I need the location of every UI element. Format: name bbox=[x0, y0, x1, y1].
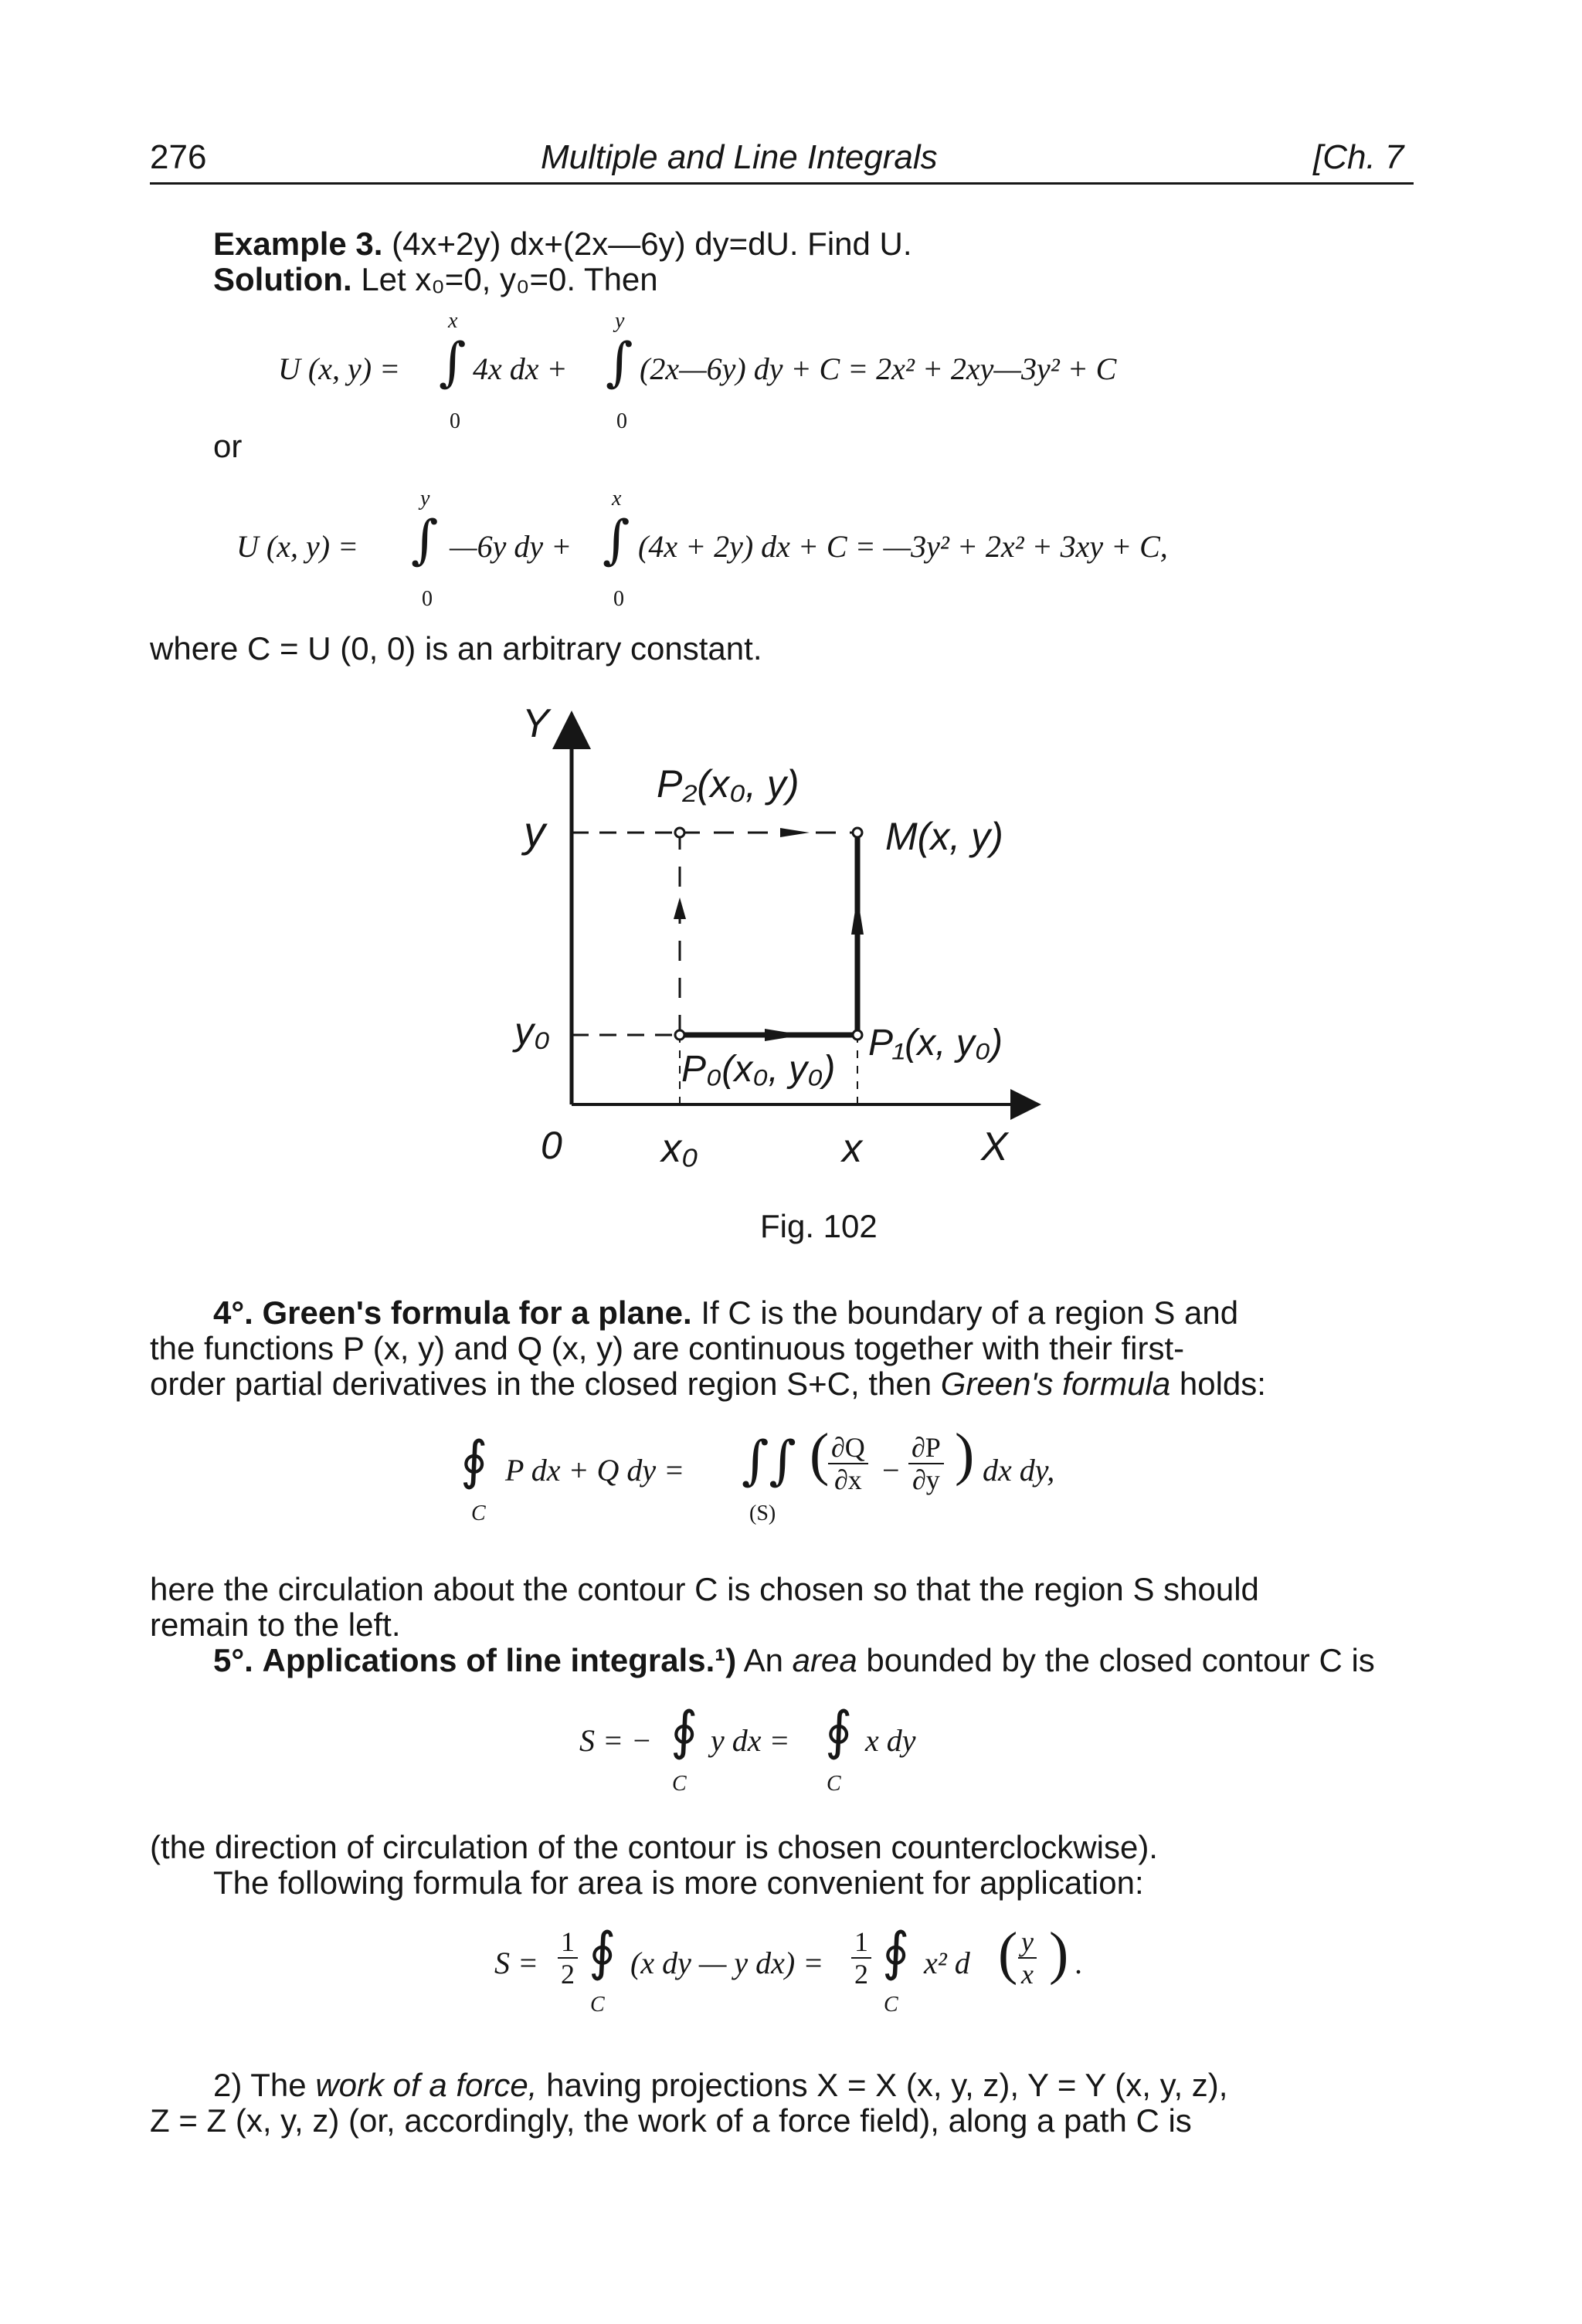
solution-label: Solution. bbox=[213, 261, 352, 297]
green-line-2: the functions P (x, y) and Q (x, y) are continuous together with their first- bbox=[150, 1330, 1185, 1366]
eq2-int1-body: —6y dy + bbox=[450, 529, 572, 564]
area2-sub-2: C bbox=[884, 1993, 898, 2017]
point-p0 bbox=[675, 1030, 684, 1040]
eq1-int1-upper: x bbox=[448, 309, 458, 333]
p2-label: P₂(x₀, y) bbox=[657, 762, 799, 806]
eq2-int2-upper: x bbox=[612, 487, 622, 511]
double-sub: (S) bbox=[749, 1501, 776, 1525]
or-word: or bbox=[213, 428, 243, 464]
p0-label: P₀(x₀, y₀) bbox=[681, 1049, 836, 1090]
origin-label: 0 bbox=[541, 1124, 562, 1167]
app-heading: Applications of line integrals.¹) bbox=[262, 1642, 737, 1678]
green-formula bbox=[460, 1413, 1156, 1537]
eq1-int2-upper: y bbox=[615, 309, 625, 333]
arrow-up-right bbox=[851, 896, 864, 935]
p1-label: P₁(x, y₀) bbox=[868, 1023, 1003, 1064]
work-text-em: work of a force, bbox=[315, 2067, 538, 2103]
green-text-3em: Green's formula bbox=[940, 1366, 1171, 1402]
page-number: 276 bbox=[150, 138, 207, 176]
area1-integral-sign-2: ∮ bbox=[825, 1701, 853, 1762]
contour-sub: C bbox=[471, 1501, 486, 1525]
green-line-3 bbox=[150, 1366, 1266, 1403]
eq1-lhs: U (x, y) = bbox=[278, 351, 401, 386]
work-line-2: Z = Z (x, y, z) (or, accordingly, the work of a force field), along a path C is bbox=[150, 2102, 1192, 2139]
frac-minus: − bbox=[882, 1453, 900, 1488]
area2-half-1 bbox=[558, 1926, 578, 1990]
work-line-1 bbox=[213, 2067, 1227, 2104]
x-tick-label: x bbox=[842, 1126, 862, 1171]
y0-tick-label: y₀ bbox=[514, 1009, 551, 1053]
eq2-int2-lower: 0 bbox=[613, 587, 624, 611]
m-label: M(x, y) bbox=[885, 815, 1003, 858]
point-p1 bbox=[853, 1030, 862, 1040]
eq1-int2-lower: 0 bbox=[616, 409, 627, 433]
area2-paren-close: ) bbox=[1049, 1921, 1069, 1986]
eq1-int1-lower: 0 bbox=[450, 409, 460, 433]
area2-f-num-1: 1 bbox=[558, 1926, 578, 1959]
x0-tick-label: x₀ bbox=[661, 1126, 698, 1171]
equation-u-2 bbox=[236, 487, 1356, 610]
eq2-lhs: U (x, y) = bbox=[236, 529, 359, 564]
example-text: (4x+2y) dx+(2x—6y) dy=dU. Find U. bbox=[392, 226, 912, 262]
app-text-1b: bounded by the closed contour C is bbox=[866, 1642, 1375, 1678]
green-after-2: remain to the left. bbox=[150, 1606, 401, 1643]
green-lhs-body: P dx + Q dy = bbox=[505, 1453, 685, 1488]
green-heading-num: 4°. bbox=[213, 1294, 253, 1331]
app-heading-num: 5°. bbox=[213, 1642, 253, 1678]
area1-body-1: y dx = bbox=[711, 1723, 790, 1758]
area2-paren-open: ( bbox=[998, 1921, 1018, 1986]
frac-dp-dy bbox=[908, 1432, 944, 1495]
area2-body-2: x² d bbox=[924, 1946, 970, 1980]
paren-close: ) bbox=[955, 1422, 975, 1487]
green-text-1: If C is the boundary of a region S and bbox=[701, 1294, 1239, 1331]
frac-dq-dx bbox=[828, 1432, 868, 1495]
point-m bbox=[853, 828, 862, 837]
work-text-b: having projections X = X (x, y, z), Y = Y (x, y, z), bbox=[546, 2067, 1228, 2103]
axis-y-label: Y bbox=[522, 701, 549, 746]
area2-body-1: (x dy — y dx) = bbox=[630, 1946, 824, 1980]
arrow-right-bottom bbox=[765, 1029, 803, 1041]
applications-line-1 bbox=[213, 1642, 1375, 1679]
frac2-den: ∂y bbox=[912, 1464, 940, 1495]
area2-integral-sign-1: ∮ bbox=[589, 1922, 616, 1983]
example-label: Example 3. bbox=[213, 226, 383, 262]
frac1-num: ∂Q bbox=[828, 1432, 868, 1464]
solution-text: Let x₀=0, y₀=0. Then bbox=[361, 261, 658, 297]
figure-102 bbox=[479, 695, 1081, 1174]
area2-f-den-2: 2 bbox=[854, 1959, 868, 1990]
arrow-right-top bbox=[780, 828, 810, 837]
eq2-int1-upper: y bbox=[420, 487, 430, 511]
y-tick-label: y bbox=[524, 807, 545, 856]
frac2-num: ∂P bbox=[908, 1432, 944, 1464]
green-after-1: here the circulation about the contour C is chosen so that the region S should bbox=[150, 1571, 1259, 1607]
area1-sub-1: C bbox=[672, 1772, 687, 1796]
eq1-integral-sign-1: ∫ bbox=[439, 332, 467, 393]
area2-half-2 bbox=[851, 1926, 871, 1990]
green-tail: dx dy, bbox=[983, 1453, 1055, 1488]
area-following: The following formula for area is more convenient for application: bbox=[213, 1864, 1144, 1901]
area-formula-1 bbox=[579, 1691, 1043, 1800]
eq2-int1-lower: 0 bbox=[422, 587, 433, 611]
eq1-integral-sign-2: ∫ bbox=[606, 332, 633, 393]
eq2-int2-body: (4x + 2y) dx + C = —3y² + 2x² + 3xy + C, bbox=[638, 529, 1168, 564]
example-statement bbox=[213, 226, 912, 263]
arrow-up-left bbox=[674, 897, 686, 919]
area2-sub-1: C bbox=[590, 1993, 605, 2017]
figure-caption: Fig. 102 bbox=[760, 1208, 878, 1244]
area2-f-num-2: 1 bbox=[851, 1926, 871, 1959]
running-title: Multiple and Line Integrals bbox=[541, 138, 938, 176]
area-note: (the direction of circulation of the contour is chosen counterclockwise). bbox=[150, 1829, 1158, 1865]
app-text-1a: An bbox=[743, 1642, 783, 1678]
area2-g-num: y bbox=[1018, 1926, 1037, 1959]
solution-line bbox=[213, 261, 658, 298]
eq2-integral-sign-1: ∫ bbox=[411, 510, 439, 571]
green-text-3b: holds: bbox=[1179, 1366, 1266, 1402]
paren-open: ( bbox=[810, 1422, 830, 1487]
area1-sub-2: C bbox=[827, 1772, 841, 1796]
header-rule bbox=[150, 182, 1414, 185]
eq1-int2-body: (2x—6y) dy + C = 2x² + 2xy—3y² + C bbox=[640, 351, 1117, 386]
area2-y-over-x bbox=[1018, 1926, 1037, 1990]
point-p2 bbox=[675, 828, 684, 837]
area2-integral-sign-2: ∮ bbox=[882, 1922, 910, 1983]
eq1-int1-body: 4x dx + bbox=[473, 351, 568, 386]
eq2-integral-sign-2: ∫ bbox=[603, 510, 630, 571]
area-formula-2 bbox=[494, 1908, 1128, 2024]
area1-body-2: x dy bbox=[865, 1723, 916, 1758]
green-text-3a: order partial derivatives in the closed region S+C, then bbox=[150, 1366, 932, 1402]
frac1-den: ∂x bbox=[834, 1464, 862, 1495]
green-line-1 bbox=[213, 1294, 1238, 1332]
area2-end: . bbox=[1075, 1946, 1083, 1980]
area2-g-den: x bbox=[1021, 1959, 1034, 1990]
green-heading: Green's formula for a plane. bbox=[262, 1294, 692, 1331]
area1-lhs: S = − bbox=[579, 1723, 652, 1758]
work-text-a: 2) The bbox=[213, 2067, 307, 2103]
area2-f-den-1: 2 bbox=[561, 1959, 575, 1990]
app-text-1em: area bbox=[792, 1642, 857, 1678]
area1-integral-sign-1: ∮ bbox=[670, 1701, 698, 1762]
axis-x-label: X bbox=[981, 1125, 1008, 1169]
chapter-label: [Ch. 7 bbox=[1313, 138, 1404, 176]
double-integral-sign: ∫∫ bbox=[742, 1430, 796, 1491]
area2-lhs: S = bbox=[494, 1946, 538, 1980]
contour-integral-sign: ∮ bbox=[460, 1430, 488, 1491]
where-text: where C = U (0, 0) is an arbitrary constant. bbox=[150, 630, 762, 667]
equation-u-1 bbox=[278, 309, 1282, 433]
